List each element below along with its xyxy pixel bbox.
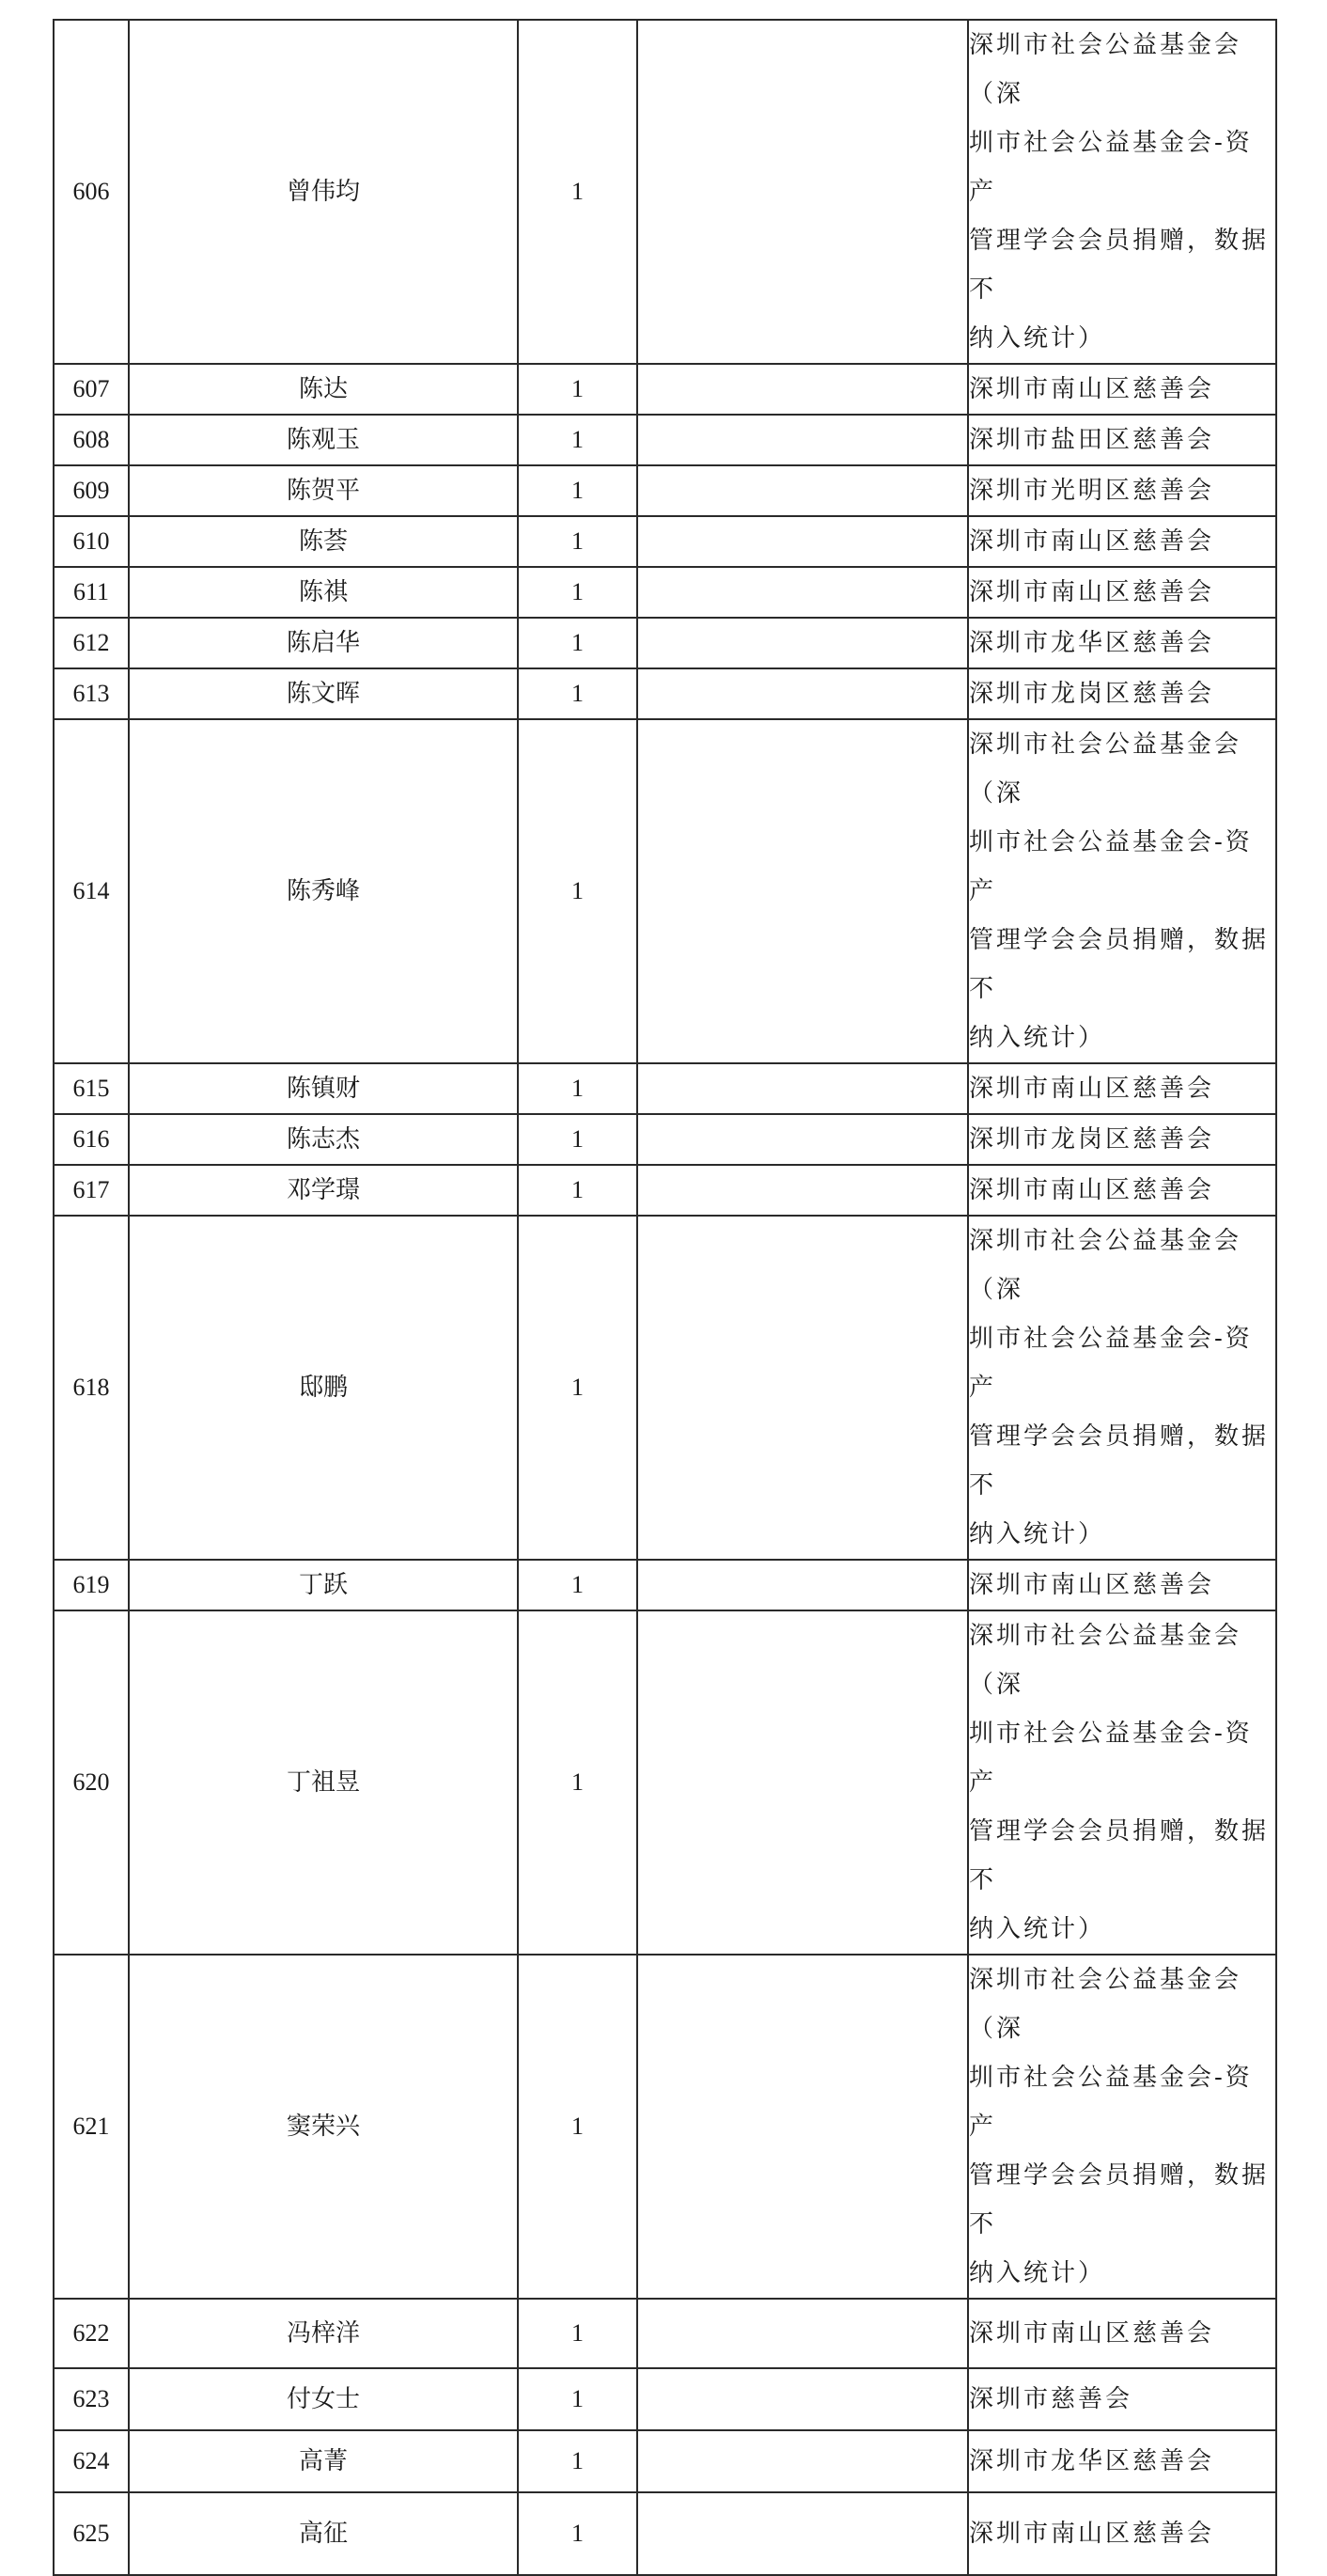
donor-name: 陈达 xyxy=(129,364,518,415)
recipient-organization: 深圳市盐田区慈善会 xyxy=(968,415,1276,465)
note-cell xyxy=(637,516,968,567)
row-number: 620 xyxy=(54,1610,129,1955)
table-row xyxy=(54,668,1276,719)
donor-name: 陈观玉 xyxy=(129,415,518,465)
table-row xyxy=(54,2430,1276,2492)
donor-name: 陈志杰 xyxy=(129,1114,518,1165)
table-row xyxy=(54,465,1276,516)
donation-amount: 1 xyxy=(518,2430,637,2492)
donor-name: 邸鹏 xyxy=(129,1216,518,1560)
row-number: 608 xyxy=(54,415,129,465)
table-row xyxy=(54,1560,1276,1610)
table-row xyxy=(54,1610,1276,1955)
table-row xyxy=(54,20,1276,364)
donation-amount: 1 xyxy=(518,2299,637,2368)
table-row xyxy=(54,415,1276,465)
row-number: 610 xyxy=(54,516,129,567)
note-cell xyxy=(637,364,968,415)
recipient-organization: 深圳市社会公益基金会（深 圳市社会公益基金会-资产 管理学会会员捐赠，数据不 纳入统计） xyxy=(968,1216,1276,1560)
donation-amount: 1 xyxy=(518,668,637,719)
donation-amount: 1 xyxy=(518,364,637,415)
donation-amount: 1 xyxy=(518,20,637,364)
donor-name: 高征 xyxy=(129,2492,518,2575)
recipient-organization: 深圳市南山区慈善会 xyxy=(968,1063,1276,1114)
row-number: 609 xyxy=(54,465,129,516)
row-number: 617 xyxy=(54,1165,129,1216)
recipient-organization: 深圳市南山区慈善会 xyxy=(968,1165,1276,1216)
recipient-organization: 深圳市社会公益基金会（深 圳市社会公益基金会-资产 管理学会会员捐赠，数据不 纳入统计） xyxy=(968,20,1276,364)
donor-name: 陈贺平 xyxy=(129,465,518,516)
recipient-organization: 深圳市龙华区慈善会 xyxy=(968,618,1276,668)
row-number: 616 xyxy=(54,1114,129,1165)
row-number: 606 xyxy=(54,20,129,364)
donation-amount: 1 xyxy=(518,1165,637,1216)
recipient-organization: 深圳市社会公益基金会（深 圳市社会公益基金会-资产 管理学会会员捐赠，数据不 纳入统计） xyxy=(968,1610,1276,1955)
donor-name: 陈秀峰 xyxy=(129,719,518,1063)
row-number: 619 xyxy=(54,1560,129,1610)
note-cell xyxy=(637,1114,968,1165)
donor-name: 邓学璟 xyxy=(129,1165,518,1216)
donor-name: 窦荣兴 xyxy=(129,1955,518,2299)
donor-name: 高菁 xyxy=(129,2430,518,2492)
row-number: 607 xyxy=(54,364,129,415)
recipient-organization: 深圳市南山区慈善会 xyxy=(968,1560,1276,1610)
table-row xyxy=(54,719,1276,1063)
note-cell xyxy=(637,465,968,516)
table-row xyxy=(54,364,1276,415)
donation-amount: 1 xyxy=(518,719,637,1063)
table-row xyxy=(54,516,1276,567)
row-number: 614 xyxy=(54,719,129,1063)
donor-name: 丁跃 xyxy=(129,1560,518,1610)
note-cell xyxy=(637,1165,968,1216)
donation-amount: 1 xyxy=(518,516,637,567)
table-row xyxy=(54,1216,1276,1560)
note-cell xyxy=(637,2368,968,2430)
note-cell xyxy=(637,20,968,364)
donor-name: 陈荟 xyxy=(129,516,518,567)
donation-amount: 1 xyxy=(518,618,637,668)
donation-amount: 1 xyxy=(518,2492,637,2575)
recipient-organization: 深圳市南山区慈善会 xyxy=(968,364,1276,415)
recipient-organization: 深圳市南山区慈善会 xyxy=(968,516,1276,567)
table-row xyxy=(54,618,1276,668)
row-number: 621 xyxy=(54,1955,129,2299)
recipient-organization: 深圳市社会公益基金会（深 圳市社会公益基金会-资产 管理学会会员捐赠，数据不 纳入统计） xyxy=(968,1955,1276,2299)
table-body xyxy=(54,20,1276,2575)
note-cell xyxy=(637,668,968,719)
recipient-organization: 深圳市龙岗区慈善会 xyxy=(968,668,1276,719)
note-cell xyxy=(637,2430,968,2492)
donation-amount: 1 xyxy=(518,1610,637,1955)
donor-name: 陈祺 xyxy=(129,567,518,618)
recipient-organization: 深圳市南山区慈善会 xyxy=(968,2492,1276,2575)
donor-name: 曾伟均 xyxy=(129,20,518,364)
table-row xyxy=(54,567,1276,618)
note-cell xyxy=(637,1955,968,2299)
donation-amount: 1 xyxy=(518,1063,637,1114)
table-row xyxy=(54,1114,1276,1165)
row-number: 625 xyxy=(54,2492,129,2575)
table-row xyxy=(54,1165,1276,1216)
donation-amount: 1 xyxy=(518,1216,637,1560)
note-cell xyxy=(637,1216,968,1560)
row-number: 624 xyxy=(54,2430,129,2492)
donation-amount: 1 xyxy=(518,1955,637,2299)
donor-name: 陈镇财 xyxy=(129,1063,518,1114)
note-cell xyxy=(637,618,968,668)
note-cell xyxy=(637,415,968,465)
donor-name: 陈启华 xyxy=(129,618,518,668)
recipient-organization: 深圳市龙华区慈善会 xyxy=(968,2430,1276,2492)
donation-amount: 1 xyxy=(518,2368,637,2430)
donor-name: 陈文晖 xyxy=(129,668,518,719)
donation-amount: 1 xyxy=(518,1114,637,1165)
recipient-organization: 深圳市社会公益基金会（深 圳市社会公益基金会-资产 管理学会会员捐赠，数据不 纳入统计） xyxy=(968,719,1276,1063)
recipient-organization: 深圳市南山区慈善会 xyxy=(968,2299,1276,2368)
donor-name: 付女士 xyxy=(129,2368,518,2430)
donation-amount: 1 xyxy=(518,567,637,618)
donation-amount: 1 xyxy=(518,1560,637,1610)
note-cell xyxy=(637,2299,968,2368)
recipient-organization: 深圳市慈善会 xyxy=(968,2368,1276,2430)
table-row xyxy=(54,1955,1276,2299)
donor-name: 冯梓洋 xyxy=(129,2299,518,2368)
donor-table xyxy=(53,19,1277,2576)
table-row xyxy=(54,1063,1276,1114)
note-cell xyxy=(637,1610,968,1955)
row-number: 618 xyxy=(54,1216,129,1560)
table-row xyxy=(54,2368,1276,2430)
donation-amount: 1 xyxy=(518,415,637,465)
row-number: 622 xyxy=(54,2299,129,2368)
row-number: 611 xyxy=(54,567,129,618)
table-row xyxy=(54,2492,1276,2575)
table-row xyxy=(54,2299,1276,2368)
row-number: 612 xyxy=(54,618,129,668)
row-number: 615 xyxy=(54,1063,129,1114)
donor-name: 丁祖昱 xyxy=(129,1610,518,1955)
row-number: 613 xyxy=(54,668,129,719)
row-number: 623 xyxy=(54,2368,129,2430)
note-cell xyxy=(637,1560,968,1610)
note-cell xyxy=(637,2492,968,2575)
recipient-organization: 深圳市光明区慈善会 xyxy=(968,465,1276,516)
recipient-organization: 深圳市龙岗区慈善会 xyxy=(968,1114,1276,1165)
note-cell xyxy=(637,1063,968,1114)
recipient-organization: 深圳市南山区慈善会 xyxy=(968,567,1276,618)
donation-amount: 1 xyxy=(518,465,637,516)
note-cell xyxy=(637,567,968,618)
note-cell xyxy=(637,719,968,1063)
